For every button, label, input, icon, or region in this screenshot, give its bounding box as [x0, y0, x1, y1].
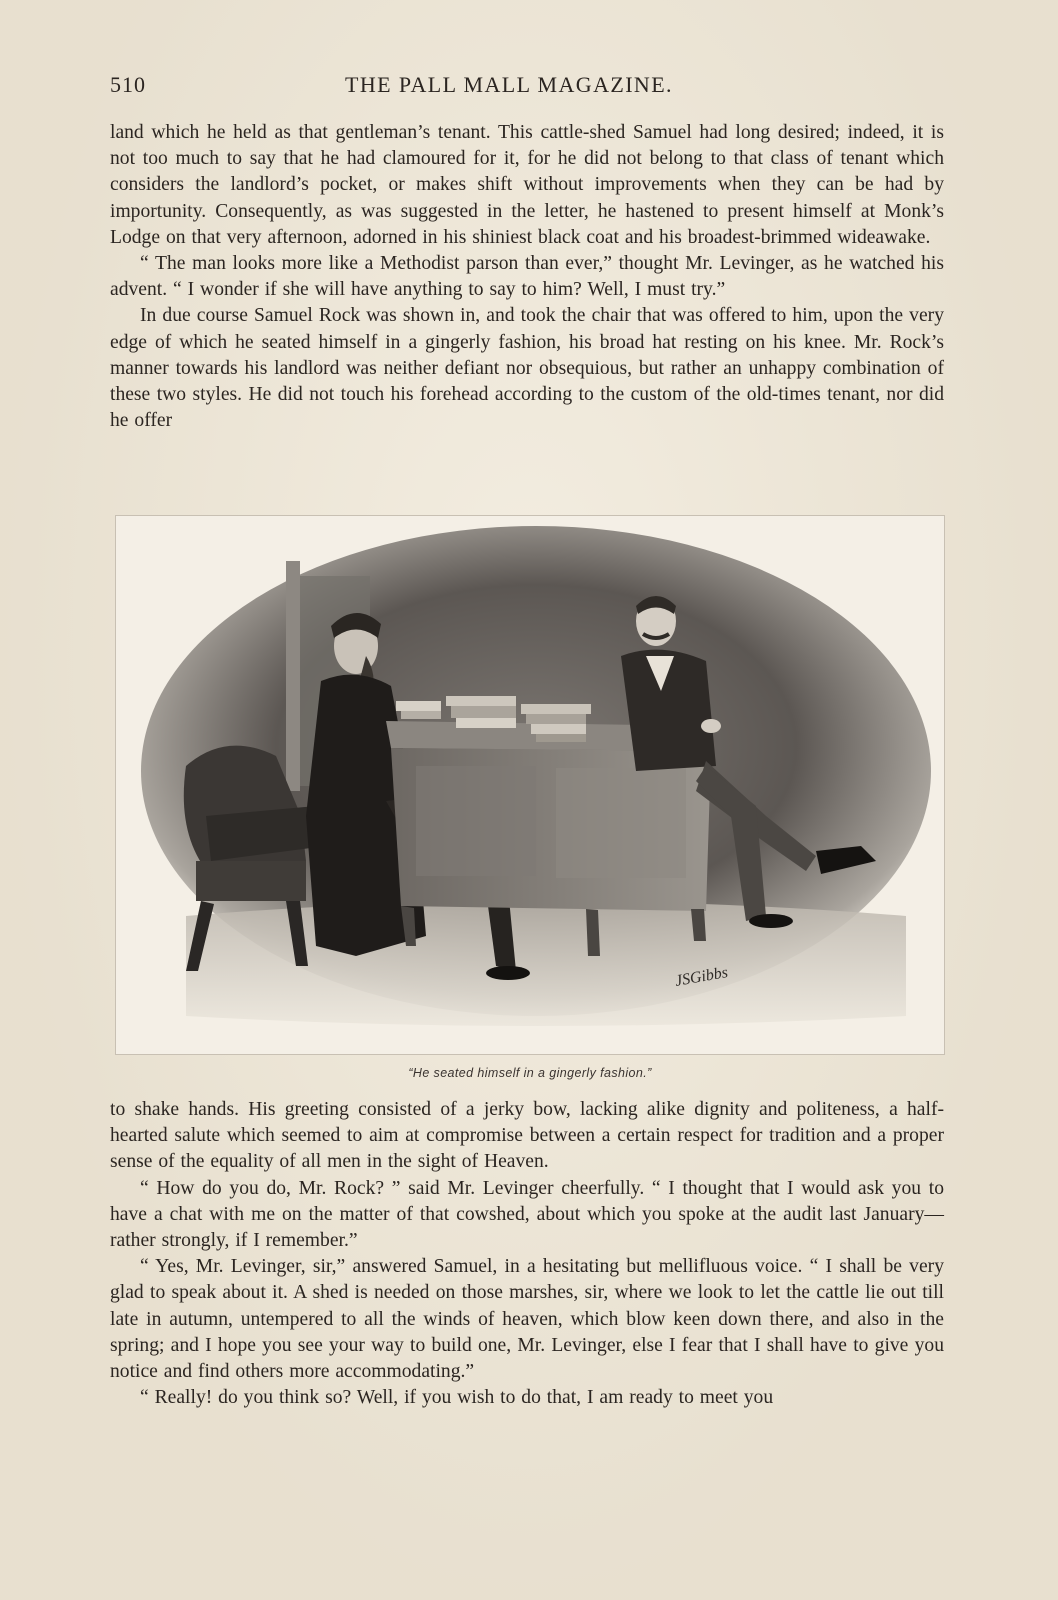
page-number: 510 — [110, 72, 146, 97]
illustration-caption: “He seated himself in a gingerly fashion.” — [408, 1066, 652, 1080]
paragraph: to shake hands. His greeting consisted of a jerky bow, lacking alike dignity and politeness, a half-hearted salute which seemed to aim at compromise between a certain respect for tradition and a proper sense of the equality of all men in the sight of Heaven. — [110, 1099, 944, 1173]
running-head — [110, 72, 940, 102]
paragraph: land which he held as that gentleman’s tenant. This cattle-shed Samuel had long desired; indeed, it is not too much to say that he had clamoured for it, for he did not belong to that class of tenant which considers the landlord’s pocket, or makes shift without improvements when they can be had by importunity. Consequently, as was suggested in the letter, he hastened to present himself at Monk’s Lodge on that very afternoon, adorned in his shiniest black coat and his broadest-brimmed wideawake. — [110, 122, 944, 248]
paragraph: “ The man looks more like a Methodist parson than ever,” thought Mr. Levinger, as he watched his advent. “ I wonder if she will have anything to say to him? Well, I must try.” — [110, 253, 944, 301]
paragraph: “ How do you do, Mr. Rock? ” said Mr. Levinger cheerfully. “ I thought that I would ask you to have a chat with me on the matter of that cowshed, about which you spoke at the audit last January—rather strongly, if I remember.” — [110, 1177, 944, 1252]
magazine-title: THE PALL MALL MAGAZINE. — [345, 72, 673, 97]
illustration — [115, 515, 945, 1055]
paragraph: In due course Samuel Rock was shown in, and took the chair that was offered to him, upon the very edge of which he seated himself in a gingerly fashion, his broad hat resting on his knee. Mr. Rock’s manner towards his landlord was neither defiant nor obsequious, but rather an unhappy combination of these two styles. He did not touch his forehead according to the custom of the old-times tenant, nor did he offer — [110, 305, 944, 432]
door-frame — [286, 561, 300, 791]
body-text-top — [110, 120, 944, 434]
artist-signature: JSGibbs — [673, 963, 730, 990]
paragraph: “ Yes, Mr. Levinger, sir,” answered Samuel, in a hesitating but mellifluous voice. “ I shall be very glad to speak about it. A shed is needed on those marshes, sir, where we look to let the cattle lie out till late in autumn, untempered to all the winds of heaven, which blow keen down there, and also in the spring; and I hope you see your way to build one, Mr. Levinger, else I fear that I shall have to give you notice and find others more accommodating.” — [110, 1256, 944, 1383]
paragraph: “ Really! do you think so? Well, if you wish to do that, I am ready to meet you — [140, 1387, 774, 1409]
illustration-drawing — [116, 516, 945, 1055]
body-text-bottom — [110, 1097, 944, 1411]
